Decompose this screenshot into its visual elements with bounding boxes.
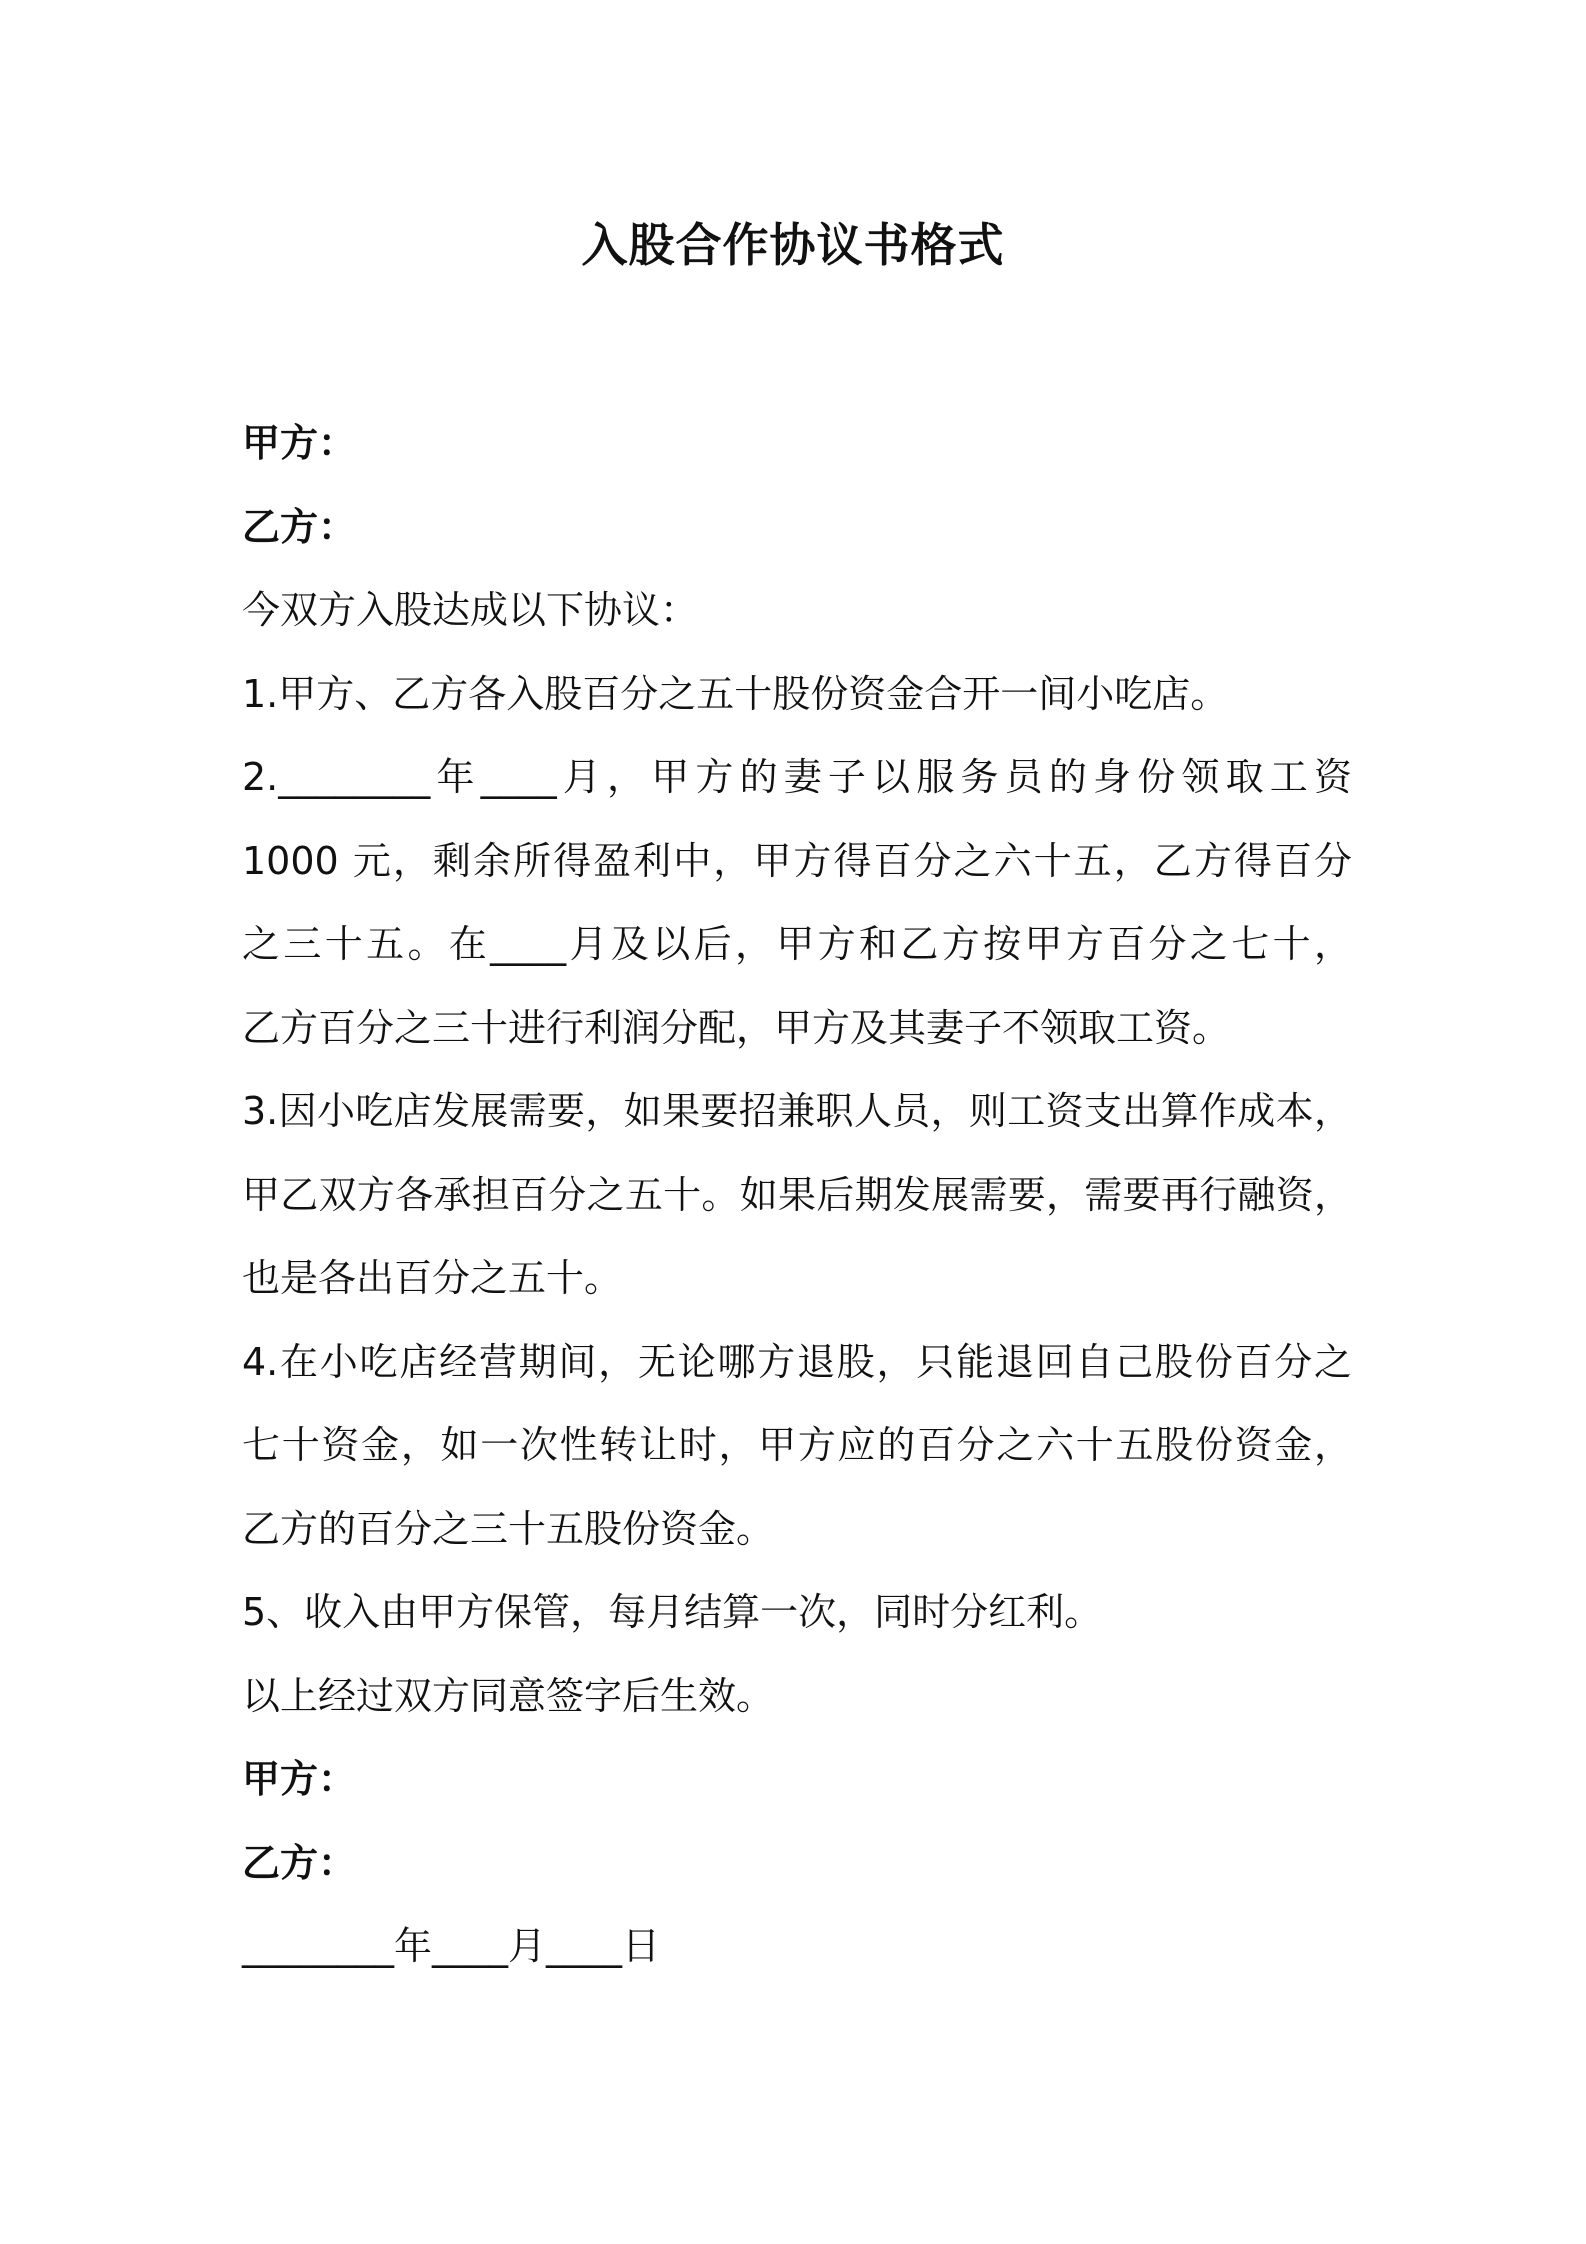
document-title: 入股合作协议书格式 <box>581 218 1005 272</box>
clause-4-line-2: 七十资金，如一次性转让时，甲方应的百分之六十五股份资金， <box>242 1423 1352 1467</box>
party-b-label-top: 乙方： <box>242 504 357 549</box>
clause-2-line-3: 之三十五。在____月及以后，甲方和乙方按甲方百分之七十， <box>242 922 1352 966</box>
clause-3-line-3: 也是各出百分之五十。 <box>242 1256 623 1300</box>
clause-3-line-1: 3.因小吃店发展需要，如果要招兼职人员，则工资支出算作成本， <box>242 1089 1352 1133</box>
clause-2-line-4: 乙方百分之三十进行利润分配，甲方及其妻子不领取工资。 <box>242 1005 1231 1050</box>
clause-2-line-1: 2.________年____月，甲方的妻子以服务员的身份领取工资 <box>242 755 1352 799</box>
clause-3-line-2: 甲乙双方各承担百分之五十。如果后期发展需要，需要再行融资， <box>242 1172 1352 1217</box>
document-body <box>242 402 1352 1989</box>
party-a-label-top: 甲方： <box>242 421 357 465</box>
clause-4-line-1: 4.在小吃店经营期间，无论哪方退股，只能退回自己股份百分之 <box>242 1339 1352 1384</box>
party-b-label-bottom: 乙方： <box>242 1840 357 1885</box>
clause-2-line-2: 1000 元，剩余所得盈利中，甲方得百分之六十五，乙方得百分 <box>242 838 1352 883</box>
date-line: ________年____月____日 <box>242 1924 661 1968</box>
party-a-label-bottom: 甲方： <box>242 1757 357 1801</box>
intro-line: 今双方入股达成以下协议： <box>242 588 699 632</box>
clause-1: 1.甲方、乙方各入股百分之五十股份资金合开一间小吃店。 <box>242 671 1229 716</box>
effective-statement: 以上经过双方同意签字后生效。 <box>242 1673 775 1718</box>
clause-5: 5、收入由甲方保管，每月结算一次，同时分红利。 <box>242 1590 1103 1634</box>
clause-4-line-3: 乙方的百分之三十五股份资金。 <box>242 1506 775 1551</box>
